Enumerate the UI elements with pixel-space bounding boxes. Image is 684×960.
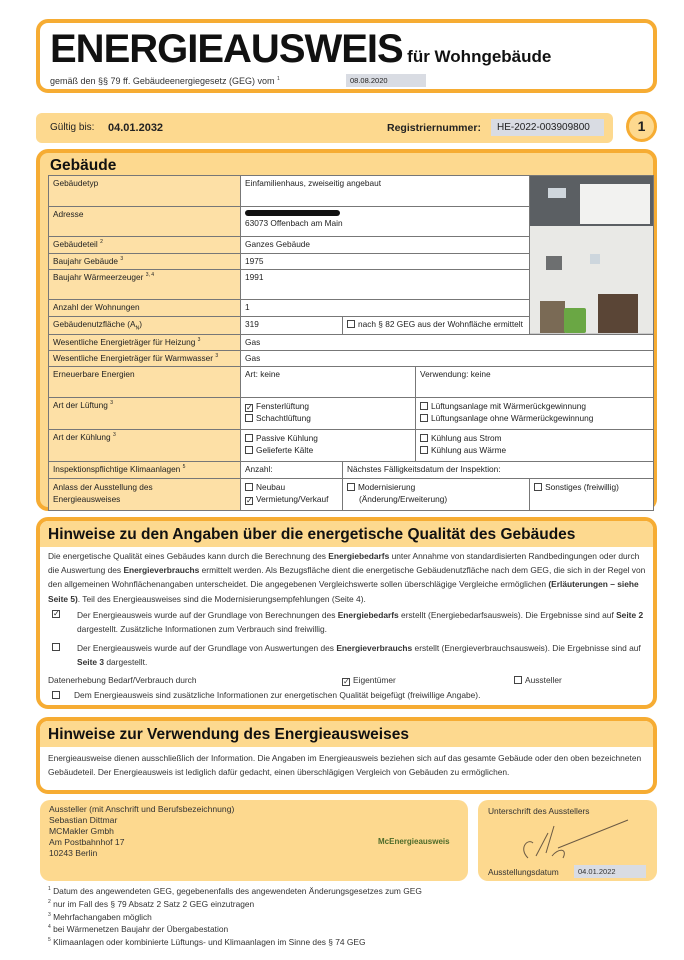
option-label: Schachtlüftung bbox=[256, 412, 311, 423]
address-value: 63073 Offenbach am Main bbox=[245, 218, 343, 228]
registration-number: HE-2022-003909800 bbox=[491, 119, 604, 136]
checkbox[interactable]: ✓ bbox=[246, 495, 253, 505]
building-photo bbox=[530, 176, 654, 335]
building-heading: Gebäude bbox=[50, 157, 117, 174]
cool-option[interactable] bbox=[245, 444, 411, 456]
area-check-label: nach § 82 GEG aus der Wohnfläche ermittelt bbox=[358, 319, 523, 329]
footnote-text: Klimaanlagen oder kombinierte Lüftungs- und Klimaanlagen im Sinne des § 74 GEG bbox=[53, 936, 366, 947]
renew-type: Art: keine bbox=[241, 366, 416, 397]
text: unter Annahme von standardisierten Randbedingungen oder durch die Auswertung des bbox=[48, 551, 640, 576]
heater-year-value: 1991 bbox=[241, 270, 530, 300]
text: Der Energieausweis wurde auf der Grundlage von Auswertungen des bbox=[77, 643, 337, 653]
signature-label: Unterschrift des Ausstellers bbox=[488, 806, 590, 816]
option-label: Kühlung aus Strom bbox=[431, 432, 502, 443]
checkbox[interactable]: ✓ bbox=[246, 402, 253, 412]
text-bold: Seite 2 bbox=[616, 610, 644, 620]
option-label: Dem Energieausweis sind zusätzliche Informationen zur energetischen Qualität beigefügt (freiwillige Angabe). bbox=[74, 690, 481, 700]
option-label: Lüftungsanlage mit Wärmerückgewinnung bbox=[431, 400, 586, 411]
signature-box bbox=[478, 800, 657, 881]
checkbox[interactable] bbox=[534, 483, 542, 491]
usage-heading: Hinweise zur Verwendung des Energieausweises bbox=[48, 726, 409, 743]
checkbox[interactable]: ✓ bbox=[53, 609, 60, 618]
year-value: 1975 bbox=[241, 254, 530, 270]
heating-value: Gas bbox=[241, 334, 654, 350]
checkbox[interactable] bbox=[420, 434, 428, 442]
footnote-text: nur im Fall des § 79 Absatz 2 Satz 2 GEG einzutragen bbox=[53, 898, 255, 909]
footnote bbox=[48, 922, 422, 935]
footnote bbox=[48, 910, 422, 923]
usage-section bbox=[36, 717, 657, 794]
text-bold: Seite 3 bbox=[77, 657, 105, 668]
checkbox[interactable] bbox=[52, 643, 60, 651]
type-value: Einfamilienhaus, zweiseitig angebaut bbox=[241, 176, 530, 207]
part-value: Ganzes Gebäude bbox=[241, 237, 530, 254]
footnote bbox=[48, 935, 422, 948]
footnote-ref: 3 bbox=[197, 336, 201, 343]
footnote-ref: 3 bbox=[110, 399, 113, 406]
option-label: Gelieferte Kälte bbox=[256, 444, 314, 455]
footnote-text: Datum des angewendeten GEG, gegebenenfalls des angewendeten Änderungsgesetzes zum GEG bbox=[53, 885, 422, 896]
checkbox[interactable] bbox=[245, 414, 253, 422]
issuer-option[interactable] bbox=[514, 673, 562, 687]
cool-option[interactable] bbox=[420, 444, 649, 456]
text: dargestellt. bbox=[104, 657, 148, 668]
option-label: Kühlung aus Wärme bbox=[431, 444, 507, 455]
cool-option[interactable] bbox=[245, 432, 411, 444]
option-label: Aussteller bbox=[525, 675, 562, 685]
text: erstellt (Energieverbrauchsausweis). Die Ergebnisse sind auf bbox=[412, 643, 641, 653]
footnote-ref: 3 bbox=[112, 431, 116, 438]
issue-date-label: Ausstellungsdatum bbox=[488, 867, 559, 877]
checkbox[interactable] bbox=[245, 434, 253, 442]
footnote-ref: 5 bbox=[182, 463, 186, 470]
registration-label: Registriernummer: bbox=[387, 122, 481, 134]
law-line: gemäß den §§ 79 ff. Gebäudeenergiegesetz (GEG) vom bbox=[50, 76, 275, 86]
checkbox[interactable] bbox=[347, 320, 355, 328]
area-checkbox[interactable] bbox=[343, 317, 530, 335]
footnotes bbox=[48, 884, 422, 948]
type-label: Gebäudetyp bbox=[49, 176, 241, 207]
valid-until-label: Gültig bis: bbox=[50, 122, 95, 133]
footnote-text: Mehrfachangaben möglich bbox=[53, 911, 152, 922]
checkbox[interactable] bbox=[52, 691, 60, 699]
vent-label: Art der Lüftung bbox=[53, 399, 108, 410]
checkbox[interactable] bbox=[245, 483, 253, 491]
checkbox[interactable] bbox=[420, 414, 428, 422]
year-label: Baujahr Gebäude bbox=[53, 256, 119, 266]
footnote-ref: 1 bbox=[276, 76, 280, 82]
quality-heading: Hinweise zu den Angaben über die energetische Qualität des Gebäudes bbox=[48, 526, 576, 543]
option-label: Fensterlüftung bbox=[256, 400, 310, 411]
owner-option[interactable] bbox=[342, 673, 396, 687]
footnote-text: bei Wärmenetzen Baujahr der Übergabestation bbox=[53, 924, 229, 935]
footnote-ref: 3, 4 bbox=[145, 272, 155, 279]
text-bold: Energiebedarfs bbox=[337, 610, 399, 620]
ac-count: Anzahl: bbox=[241, 461, 343, 478]
footnote-number: 3 bbox=[48, 911, 51, 918]
water-label: Wesentliche Energieträger für Warmwasser bbox=[53, 352, 214, 363]
reason-label: Anlass der Ausstellung des bbox=[53, 481, 153, 492]
building-table bbox=[48, 175, 654, 511]
title-box bbox=[36, 19, 657, 93]
option-label: Lüftungsanlage ohne Wärmerückgewinnung bbox=[431, 412, 594, 423]
text: ermittelt werden. Als Bezugsfläche dient die energetische Gebäudenutzfläche nach dem GEG, die sich in der Regel von den allgemeinen Wohnflächenangaben unterscheidet. Die angegebenen Vergleichswerte sollen überschlägige Vergleiche ermöglichen bbox=[48, 565, 646, 590]
option-label: Passive Kühlung bbox=[256, 432, 318, 443]
reason-option[interactable] bbox=[245, 481, 338, 493]
reason-label-2: Energieausweises bbox=[53, 493, 121, 504]
page-number: 1 bbox=[637, 118, 646, 134]
footnote-number: 1 bbox=[48, 886, 51, 892]
option-label: Vermietung/Verkauf bbox=[256, 493, 329, 504]
issuer-box bbox=[40, 800, 468, 881]
demand-option[interactable] bbox=[52, 608, 648, 636]
units-value: 1 bbox=[241, 300, 530, 317]
vent-option[interactable] bbox=[420, 400, 649, 412]
text-bold: (Erläuterungen – siehe Seite 5) bbox=[48, 579, 639, 604]
issue-date: 04.01.2022 bbox=[574, 865, 646, 878]
footnote bbox=[48, 884, 422, 897]
vent-option[interactable] bbox=[245, 400, 411, 412]
reason-option[interactable] bbox=[530, 478, 654, 510]
area-value: 319 bbox=[241, 317, 343, 335]
vent-option[interactable] bbox=[420, 412, 649, 424]
renew-label: Erneuerbare Energien bbox=[49, 366, 241, 397]
signature-image bbox=[508, 818, 638, 863]
checkbox[interactable] bbox=[245, 446, 253, 454]
footnote-ref: 2 bbox=[100, 239, 103, 246]
cool-label: Art der Kühlung bbox=[53, 431, 111, 442]
mcenergieausweis-logo: McEnergieausweis bbox=[378, 837, 450, 846]
address-label: Adresse bbox=[49, 207, 241, 237]
footnote-number: 2 bbox=[48, 898, 51, 905]
checkbox[interactable] bbox=[347, 483, 355, 491]
issuer-name: Sebastian Dittmar bbox=[49, 815, 118, 825]
footnote-number: 5 bbox=[48, 937, 51, 944]
validity-bar bbox=[36, 113, 613, 143]
text: Die energetische Qualität eines Gebäudes kann durch die Berechnung des bbox=[48, 551, 329, 561]
reason-option[interactable] bbox=[245, 493, 338, 505]
checkbox[interactable] bbox=[514, 676, 522, 684]
heating-label: Wesentliche Energieträger für Heizung bbox=[53, 336, 196, 347]
law-date-field: 08.08.2020 bbox=[346, 74, 426, 87]
building-section bbox=[36, 149, 657, 511]
area-sub: N bbox=[135, 325, 140, 332]
text: erstellt (Energiebedarfsausweis). Die Ergebnisse sind auf bbox=[398, 610, 617, 620]
issuer-city: 10243 Berlin bbox=[49, 848, 98, 858]
text-bold: Energiebedarfs bbox=[328, 551, 390, 561]
area-label: Gebäudenutzfläche (A bbox=[53, 319, 136, 329]
option-label: Eigentümer bbox=[353, 675, 396, 685]
option-label: Sonstiges (freiwillig) bbox=[545, 481, 619, 492]
cool-option[interactable] bbox=[420, 432, 649, 444]
page-number-badge bbox=[626, 111, 657, 142]
extra-info-option[interactable] bbox=[52, 688, 480, 702]
part-label: Gebäudeteil bbox=[53, 239, 98, 249]
subtitle: für Wohngebäude bbox=[407, 47, 552, 66]
redacted-street bbox=[245, 210, 340, 216]
area-label-end: ) bbox=[139, 319, 142, 329]
text: Der Energieausweis wurde auf der Grundlage von Berechnungen des bbox=[77, 610, 338, 620]
reason-option[interactable] bbox=[347, 481, 525, 493]
option-label: (Änderung/Erweiterung) bbox=[359, 493, 448, 504]
consumption-option[interactable] bbox=[52, 641, 648, 669]
ac-label: Inspektionspflichtige Klimaanlagen bbox=[53, 463, 181, 474]
text-bold: Energieverbrauchs bbox=[336, 643, 413, 653]
option-label: Modernisierung bbox=[358, 481, 416, 492]
text-bold: Energieverbrauchs bbox=[123, 565, 200, 576]
title: ENERGIEAUSWEIS bbox=[50, 27, 403, 71]
issuer-street: Am Postbahnhof 17 bbox=[49, 837, 125, 847]
usage-text: Energieausweise dienen ausschließlich der Information. Die Angaben im Energieausweis beziehen sich auf das gesamte Gebäude oder den oben bezeichneten Gebäudeteil. Der Energieausweis ist lediglich dafür gedacht, einen überschlägigen Vergleich von Gebäuden zu ermöglichen. bbox=[48, 753, 642, 778]
issuer-label: Aussteller (mit Anschrift und Berufsbezeichnung) bbox=[49, 804, 235, 814]
quality-paragraph bbox=[48, 549, 648, 606]
heater-year-label: Baujahr Wärmeerzeuger bbox=[53, 272, 144, 282]
data-collection-label: Datenerhebung Bedarf/Verbrauch durch bbox=[48, 675, 197, 685]
vent-option[interactable] bbox=[245, 412, 411, 424]
quality-section bbox=[36, 517, 657, 709]
checkbox[interactable]: ✓ bbox=[343, 677, 350, 686]
units-label: Anzahl der Wohnungen bbox=[49, 300, 241, 317]
checkbox[interactable] bbox=[420, 402, 428, 410]
text: . Teil des Energieausweises sind die Modernisierungsempfehlungen (Seite 4). bbox=[77, 593, 366, 604]
footnote-number: 4 bbox=[48, 924, 51, 931]
option-label: Neubau bbox=[256, 481, 286, 492]
renew-use: Verwendung: keine bbox=[416, 366, 654, 397]
footnote bbox=[48, 897, 422, 910]
issuer-company: MCMakler Gmbh bbox=[49, 826, 114, 836]
ac-next-inspection: Nächstes Fälligkeitsdatum der Inspektion: bbox=[343, 461, 654, 478]
checkbox[interactable] bbox=[420, 446, 428, 454]
footnote-ref: 3 bbox=[120, 256, 124, 263]
valid-until-date: 04.01.2032 bbox=[108, 122, 164, 134]
footnote-ref: 3 bbox=[215, 352, 219, 359]
water-value: Gas bbox=[241, 350, 654, 366]
text: dargestellt. Zusätzliche Informationen zum Verbrauch sind freiwillig. bbox=[77, 624, 327, 635]
